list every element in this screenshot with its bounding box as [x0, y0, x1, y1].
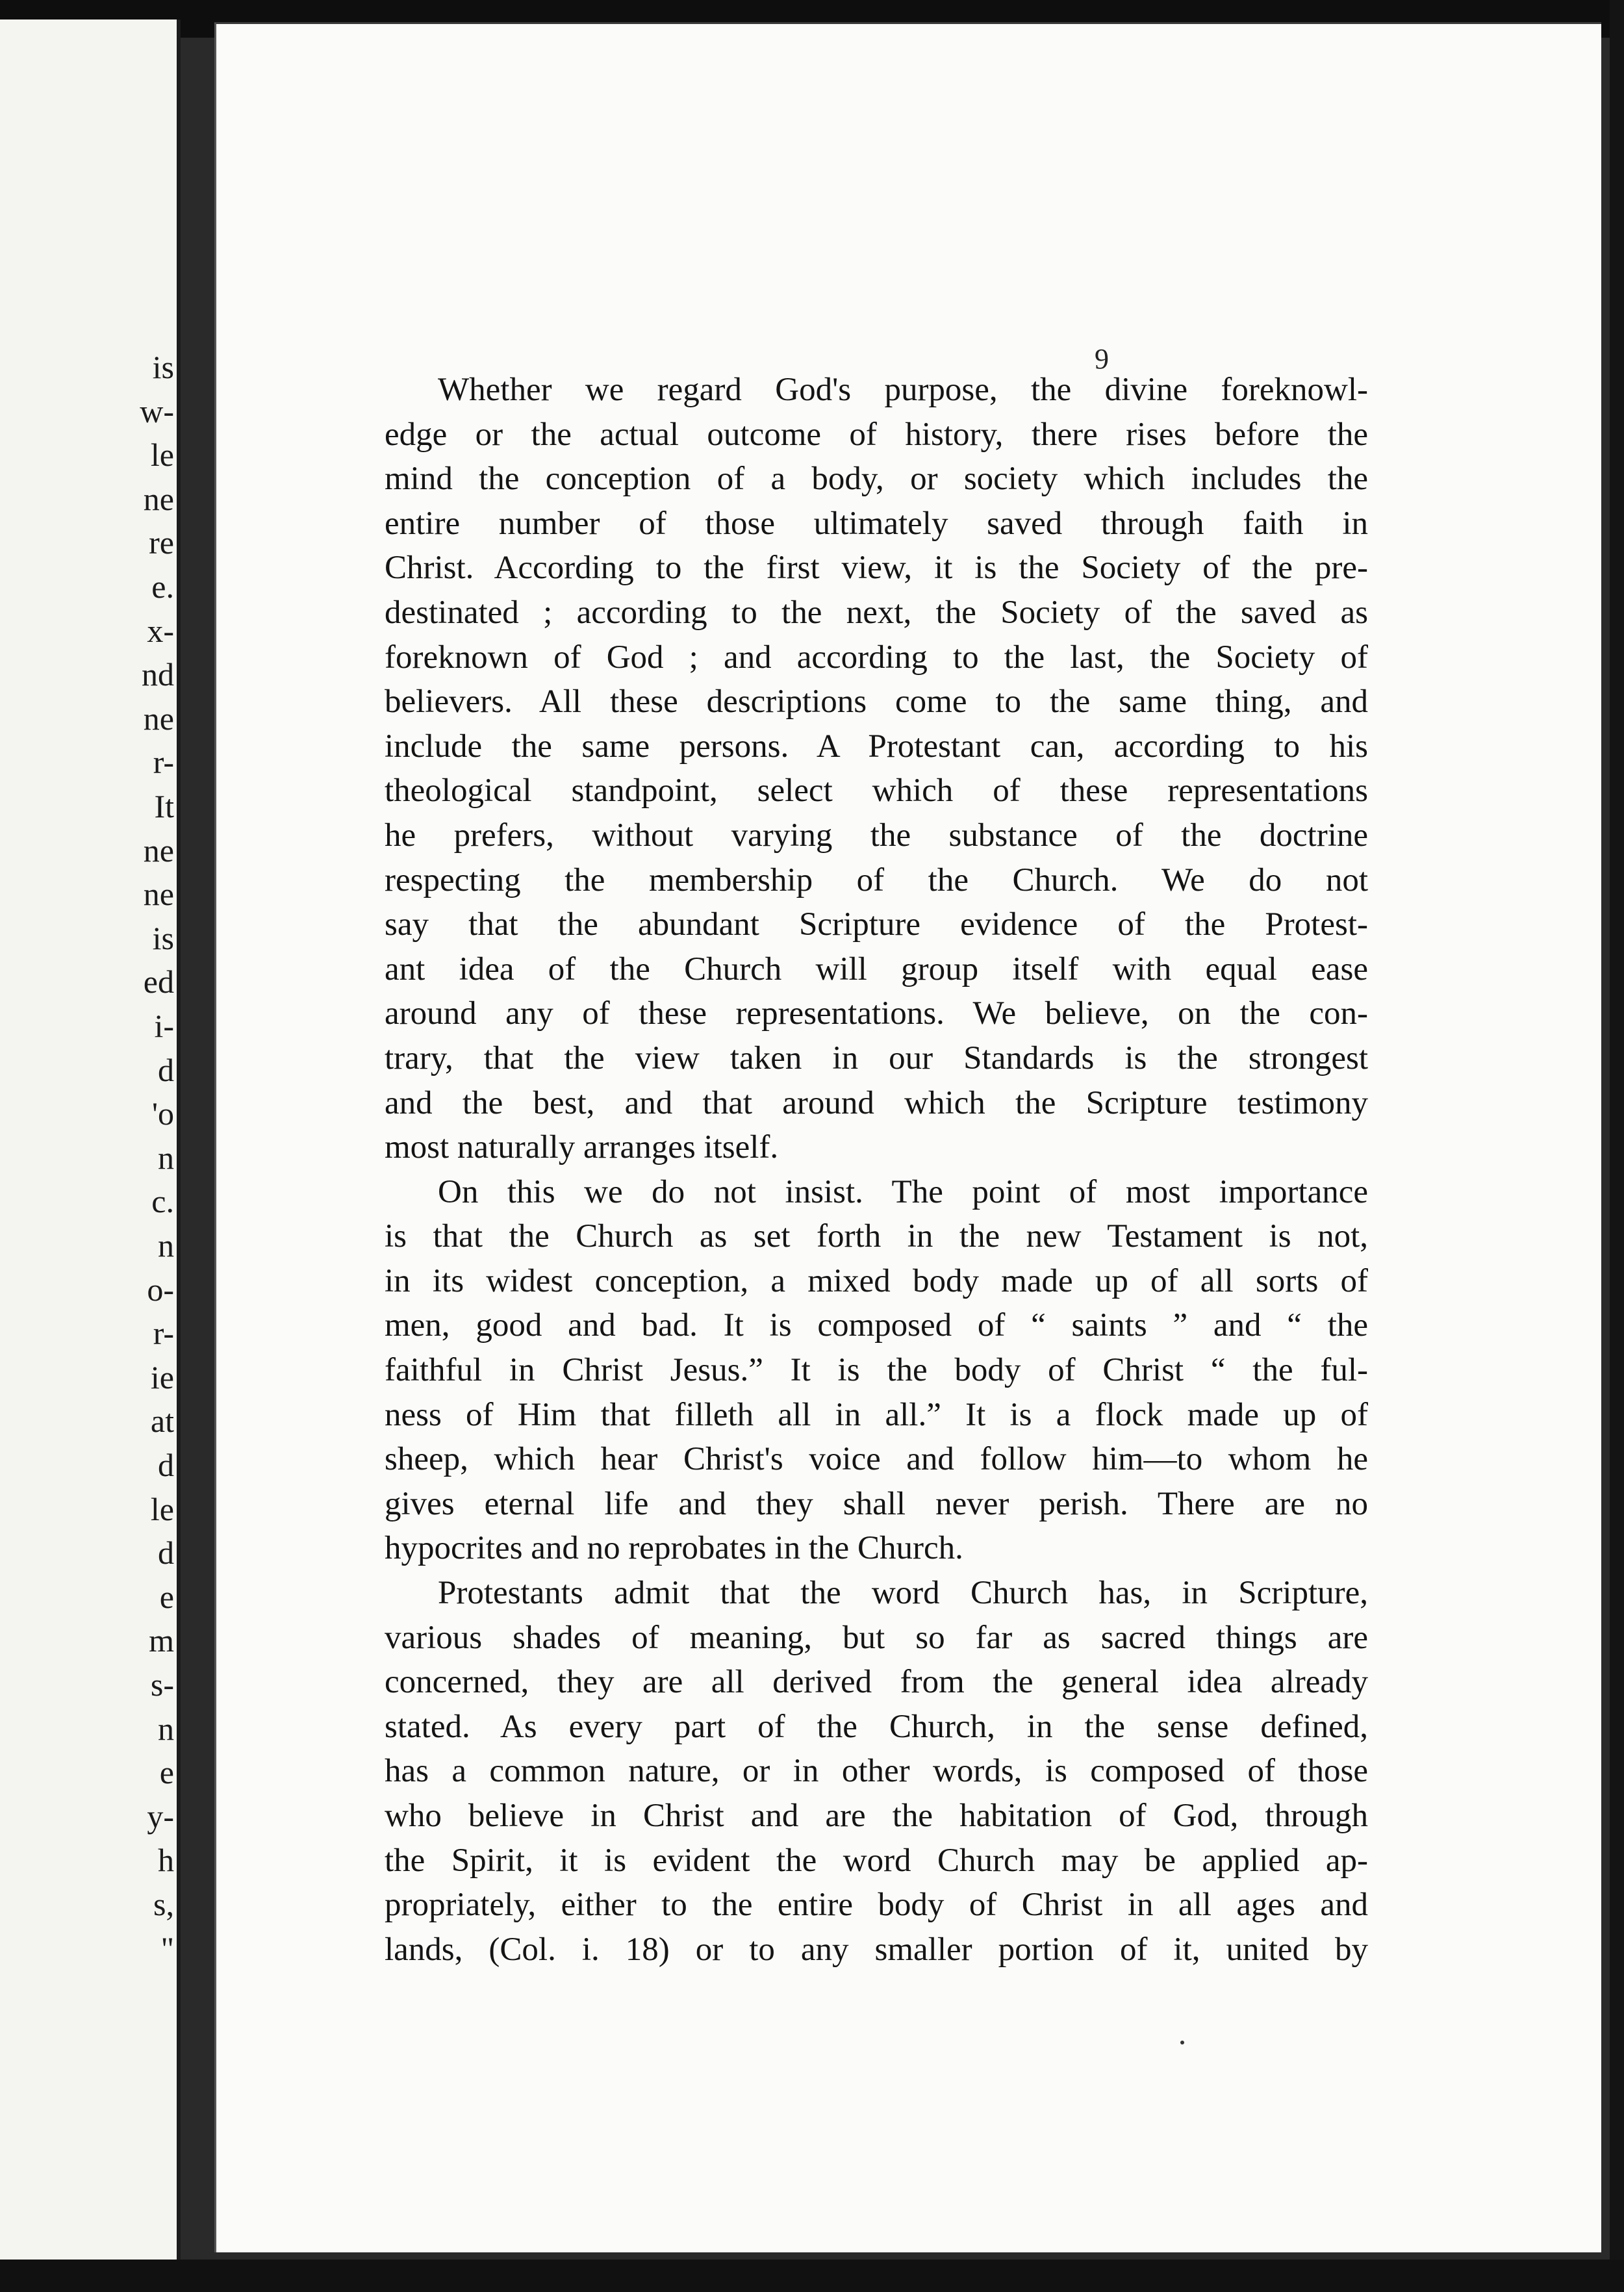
text-line: hypocrites and no reprobates in the Church.: [385, 1530, 963, 1567]
text-line: theological standpoint, select which of these representations: [385, 772, 1368, 809]
text-line: in its widest conception, a mixed body made up of all sorts of: [385, 1262, 1368, 1299]
facing-page-text-fragment: e: [159, 1754, 174, 1791]
facing-page-text-fragment: h: [158, 1842, 174, 1879]
facing-page-text-fragment: r-: [153, 1315, 174, 1352]
facing-page-text-fragment: r-: [153, 744, 174, 781]
paragraph: [385, 368, 1368, 1170]
text-line: he prefers, without varying the substance of the doctrine: [385, 817, 1368, 854]
facing-page-text-fragment: is: [152, 919, 174, 956]
text-line: men, good and bad. It is composed of “ saints ” and “ the: [385, 1307, 1368, 1344]
text-line: sheep, which hear Christ's voice and follow him—to whom he: [385, 1441, 1368, 1478]
facing-page-text-fragment: n: [158, 1139, 174, 1176]
text-line: concerned, they are all derived from the general idea already: [385, 1664, 1368, 1701]
page-body-text: [385, 368, 1368, 1972]
facing-page-text-fragment: ne: [143, 480, 174, 517]
facing-page-text-fragment: ": [160, 1929, 174, 1967]
facing-page-text-fragment: s,: [153, 1886, 174, 1922]
text-line: foreknown of God ; and according to the last, the Society of: [385, 639, 1368, 676]
facing-page-text-fragment: nd: [142, 656, 174, 693]
text-line: ant idea of the Church will group itself with equal ease: [385, 950, 1368, 987]
text-line: faithful in Christ Jesus.” It is the body of Christ “ the ful-: [385, 1352, 1368, 1389]
text-line: mind the conception of a body, or society which includes the: [385, 461, 1368, 498]
text-line: Whether we regard God's purpose, the divine foreknowl-: [438, 372, 1368, 408]
scan-border-bottom: [0, 2260, 1624, 2292]
text-line: around any of these representations. We believe, on the con-: [385, 995, 1368, 1032]
facing-page-text-fragment: 'o: [151, 1095, 174, 1132]
text-line: propriately, either to the entire body of Christ in all ages and: [385, 1887, 1368, 1924]
text-line: say that the abundant Scripture evidence of the Protest-: [385, 906, 1368, 943]
facing-page-text-fragment: ne: [143, 700, 174, 737]
facing-page-text-fragment: i-: [154, 1008, 174, 1044]
text-line: who believe in Christ and are the habitation of God, through: [385, 1798, 1368, 1834]
facing-page-left: [0, 19, 181, 2261]
facing-page-text-fragment: c.: [151, 1183, 174, 1220]
facing-page-text-fragment: d: [158, 1447, 174, 1483]
facing-page-text-fragment: e: [159, 1578, 174, 1615]
facing-page-text-fragment: It: [154, 788, 174, 824]
page-number: 9: [1095, 343, 1109, 375]
facing-page-text-fragment: ed: [143, 963, 174, 1000]
text-line: Christ. According to the first view, it is the Society of the pre-: [385, 550, 1368, 587]
facing-page-text-fragment: at: [150, 1403, 174, 1440]
text-line: Protestants admit that the word Church has, in Scripture,: [438, 1575, 1368, 1612]
text-line: destinated ; according to the next, the Society of the saved as: [385, 594, 1368, 631]
facing-page-text-fragment: y-: [147, 1798, 174, 1835]
text-line: most naturally arranges itself.: [385, 1129, 779, 1166]
text-line: believers. All these descriptions come to the same thing, and: [385, 683, 1368, 720]
facing-page-text-fragment: is: [152, 349, 174, 385]
facing-page-text-fragment: x-: [147, 612, 174, 649]
text-line: ness of Him that filleth all in all.” It is a flock made up of: [385, 1396, 1368, 1433]
facing-page-text-fragment: le: [150, 437, 174, 474]
ink-speck: [1180, 2041, 1184, 2044]
scan-border-right: [1610, 0, 1624, 2292]
facing-page-text-fragment: d: [158, 1534, 174, 1572]
text-line: has a common nature, or in other words, is composed of those: [385, 1753, 1368, 1790]
facing-page-text-fragment: le: [150, 1490, 174, 1527]
text-line: the Spirit, it is evident the word Church may be applied ap-: [385, 1842, 1368, 1879]
facing-page-text-fragment: ne: [143, 876, 174, 913]
facing-page-text-fragment: re: [149, 524, 174, 561]
paragraph: [385, 1170, 1368, 1571]
text-line: entire number of those ultimately saved through faith in: [385, 505, 1368, 542]
facing-page-text-fragment: ie: [150, 1358, 174, 1395]
text-line: respecting the membership of the Church. We do not: [385, 861, 1368, 898]
text-line: gives eternal life and they shall never perish. There are no: [385, 1485, 1368, 1522]
text-line: trary, that the view taken in our Standards is the strongest: [385, 1039, 1368, 1076]
paragraph: [385, 1571, 1368, 1972]
facing-page-text-fragment: ne: [143, 832, 174, 869]
facing-page-text-fragment: n: [158, 1710, 174, 1747]
facing-page-text-fragment: o-: [147, 1271, 174, 1308]
text-line: stated. As every part of the Church, in the sense defined,: [385, 1708, 1368, 1745]
text-line: is that the Church as set forth in the new Testament is not,: [385, 1218, 1368, 1255]
facing-page-text-fragment: e.: [151, 568, 174, 605]
facing-page-text-fragment: d: [158, 1051, 174, 1088]
facing-page-text-fragment: n: [158, 1227, 174, 1264]
facing-page-text-fragment: m: [149, 1622, 174, 1659]
text-line: On this we do not insist. The point of most importance: [438, 1173, 1368, 1210]
facing-page-text-fragment: s-: [150, 1666, 174, 1703]
text-line: lands, (Col. i. 18) or to any smaller portion of it, united by: [385, 1931, 1368, 1968]
text-line: edge or the actual outcome of history, there rises before the: [385, 416, 1368, 453]
text-line: include the same persons. A Protestant can, according to his: [385, 728, 1368, 765]
text-line: and the best, and that around which the Scripture testimony: [385, 1084, 1368, 1121]
facing-page-text-fragment: w-: [140, 392, 174, 429]
text-line: various shades of meaning, but so far as sacred things are: [385, 1619, 1368, 1656]
